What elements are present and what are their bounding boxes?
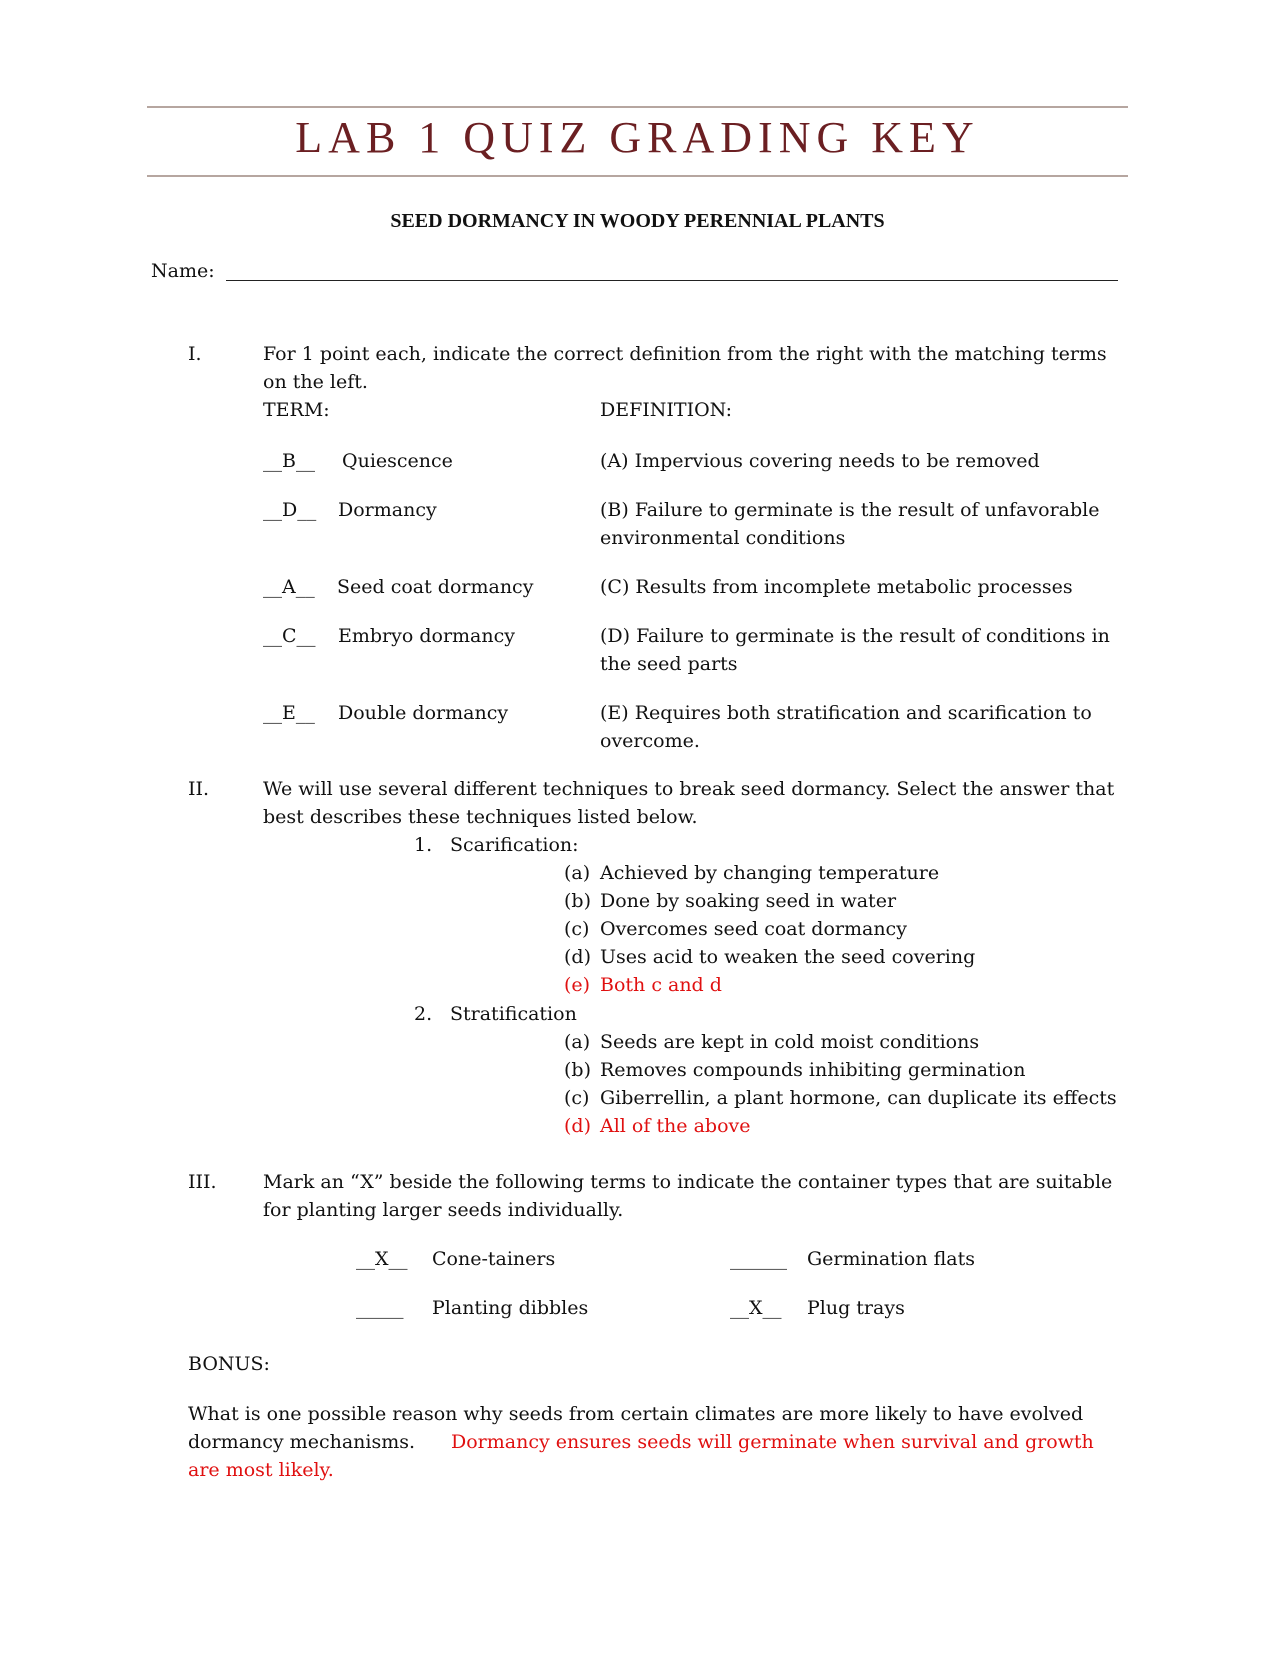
q1-option-b-text: Done by soaking seed in water xyxy=(600,890,897,912)
name-field[interactable] xyxy=(226,280,1118,281)
matching-definition-5-cont: overcome. xyxy=(600,730,700,752)
matching-term-1: Quiescence xyxy=(342,450,453,472)
q1-option-d-text: Uses acid to weaken the seed covering xyxy=(600,946,976,968)
matching-definition-3: (C) Results from incomplete metabolic processes xyxy=(600,576,1073,598)
matching-term-4: Embryo dormancy xyxy=(338,625,515,647)
matching-answer-1[interactable]: __B__ xyxy=(263,450,315,472)
q1-option-e-letter[interactable]: (e) xyxy=(564,974,591,996)
container-mark-3[interactable]: _____ xyxy=(356,1297,404,1319)
q1-option-c-letter[interactable]: (c) xyxy=(564,918,590,940)
q2-option-c-text: Giberrellin, a plant hormone, can duplicate its effects xyxy=(600,1087,1117,1109)
container-label-planting-dibbles: Planting dibbles xyxy=(432,1297,589,1319)
section-1-instructions-line1: For 1 point each, indicate the correct definition from the right with the matching terms xyxy=(263,343,1107,365)
matching-answer-3[interactable]: __A__ xyxy=(263,576,315,598)
bonus-question-line2: dormancy mechanisms. xyxy=(188,1431,416,1453)
matching-term-5: Double dormancy xyxy=(338,702,509,724)
page-subtitle: SEED DORMANCY IN WOODY PERENNIAL PLANTS xyxy=(390,210,885,232)
q2-option-b-letter[interactable]: (b) xyxy=(564,1059,591,1081)
matching-definition-4: (D) Failure to germinate is the result of conditions in xyxy=(600,625,1110,647)
bottom-rule xyxy=(147,175,1128,177)
question-1-label: Scarification: xyxy=(450,834,579,856)
bonus-question-line1: What is one possible reason why seeds from certain climates are more likely to have evolved xyxy=(188,1403,1084,1425)
top-rule xyxy=(147,106,1128,108)
section-3-instructions-line2: for planting larger seeds individually. xyxy=(263,1199,624,1221)
q2-option-a-text: Seeds are kept in cold moist conditions xyxy=(600,1031,980,1053)
q1-option-d-letter[interactable]: (d) xyxy=(564,946,591,968)
matching-definition-4-cont: the seed parts xyxy=(600,653,738,675)
container-mark-4[interactable]: __X__ xyxy=(730,1297,782,1319)
question-2-number: 2. xyxy=(414,1003,433,1025)
section-1-numeral: I. xyxy=(188,343,202,365)
container-label-plug-trays: Plug trays xyxy=(807,1297,905,1319)
bonus-answer-line2: are most likely. xyxy=(188,1459,334,1481)
matching-answer-4[interactable]: __C__ xyxy=(263,625,316,647)
q2-option-a-letter[interactable]: (a) xyxy=(564,1031,591,1053)
matching-term-3: Seed coat dormancy xyxy=(337,576,534,598)
matching-definition-5: (E) Requires both stratification and scarification to xyxy=(600,702,1092,724)
matching-term-2: Dormancy xyxy=(338,499,437,521)
section-3-numeral: III. xyxy=(188,1171,217,1193)
matching-definition-2: (B) Failure to germinate is the result of unfavorable xyxy=(600,499,1100,521)
container-mark-2[interactable]: ______ xyxy=(730,1248,787,1270)
container-label-germination-flats: Germination flats xyxy=(807,1248,975,1270)
term-header: TERM: xyxy=(263,399,330,421)
section-2-instructions-line1: We will use several different techniques to break seed dormancy. Select the answer that xyxy=(263,778,1115,800)
q2-option-d-letter[interactable]: (d) xyxy=(564,1115,591,1137)
name-label: Name: xyxy=(151,260,215,282)
q1-option-c-text: Overcomes seed coat dormancy xyxy=(600,918,907,940)
page-title: LAB 1 QUIZ GRADING KEY xyxy=(295,113,980,162)
q2-option-c-letter[interactable]: (c) xyxy=(564,1087,590,1109)
matching-definition-1: (A) Impervious covering needs to be removed xyxy=(600,450,1040,472)
q1-option-b-letter[interactable]: (b) xyxy=(564,890,591,912)
question-1-number: 1. xyxy=(414,834,433,856)
q1-option-e-text: Both c and d xyxy=(600,974,722,996)
section-2-instructions-line2: best describes these techniques listed below. xyxy=(263,806,698,828)
q2-option-b-text: Removes compounds inhibiting germination xyxy=(600,1059,1026,1081)
matching-definition-2-cont: environmental conditions xyxy=(600,527,846,549)
matching-answer-5[interactable]: __E__ xyxy=(263,702,315,724)
question-2-label: Stratification xyxy=(450,1003,577,1025)
q2-option-d-text: All of the above xyxy=(600,1115,751,1137)
definition-header: DEFINITION: xyxy=(600,399,733,421)
section-2-numeral: II. xyxy=(188,778,210,800)
bonus-label: BONUS: xyxy=(188,1353,270,1375)
bonus-answer-line1: Dormancy ensures seeds will germinate when survival and growth xyxy=(451,1431,1094,1453)
section-3-instructions-line1: Mark an “X” beside the following terms to indicate the container types that are suitable xyxy=(263,1171,1113,1193)
q1-option-a-letter[interactable]: (a) xyxy=(564,862,591,884)
container-label-cone-tainers: Cone-tainers xyxy=(432,1248,556,1270)
q1-option-a-text: Achieved by changing temperature xyxy=(600,862,940,884)
container-mark-1[interactable]: __X__ xyxy=(356,1248,408,1270)
section-1-instructions-line2: on the left. xyxy=(263,371,368,393)
matching-answer-2[interactable]: __D__ xyxy=(263,499,317,521)
